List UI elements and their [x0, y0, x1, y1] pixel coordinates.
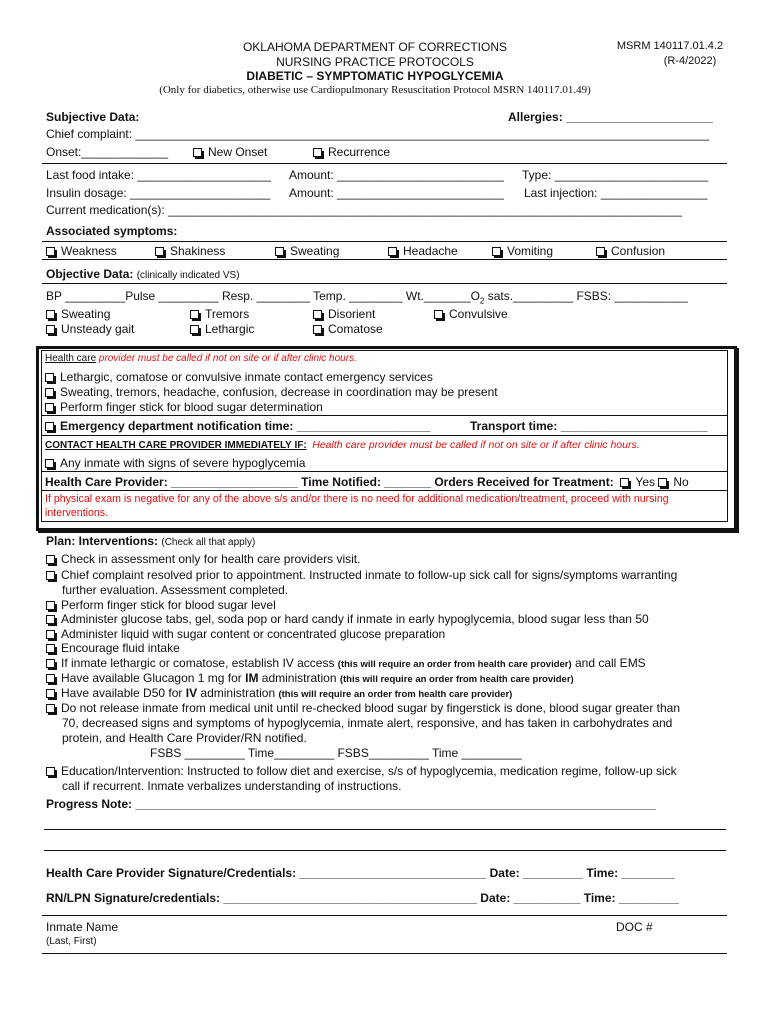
ed-notification-field[interactable] — [45, 419, 430, 433]
symptom-headache[interactable] — [388, 244, 458, 258]
plan-label: Have available D50 for — [61, 686, 186, 700]
plan-heading-row — [46, 534, 255, 548]
org-name: OKLAHOMA DEPARTMENT OF CORRECTIONS — [242, 40, 508, 54]
usage-note: (Only for diabetics, otherwise use Cardiopulmonary Resuscitation Protocol MSRN 140117.01.49) — [159, 84, 591, 96]
plan-note: (this will require an order from health care provider) — [339, 674, 574, 685]
symptom-label: Sweating — [290, 244, 340, 258]
checkbox-icon — [313, 148, 322, 157]
severe-hypoglycemia-checkbox[interactable] — [45, 456, 305, 470]
o2-subscript: 2 — [479, 296, 485, 306]
warning-line-1: If physical exam is negative for any of the above s/s and/or there is no need for additional medication/treatment, proceed with nursing — [45, 493, 669, 505]
checkbox-icon — [193, 148, 202, 157]
divider — [42, 435, 727, 436]
hc-item-3[interactable] — [45, 400, 323, 414]
sign-label: Comatose — [328, 322, 383, 336]
hcp-notification-row[interactable] — [45, 475, 689, 489]
footer-bottom-line — [42, 953, 727, 954]
amount-field-2[interactable]: Amount: _________________________ — [289, 186, 504, 200]
checkbox-icon — [45, 459, 54, 468]
hc-item-1[interactable] — [45, 370, 433, 384]
plan-item-3[interactable] — [46, 598, 276, 612]
objective-heading-row — [46, 267, 240, 281]
footer-top-line — [42, 915, 727, 916]
divider — [42, 283, 727, 284]
sign-label: Lethargic — [205, 322, 255, 336]
sign-comatose[interactable] — [313, 322, 383, 336]
plan-label: Education/Intervention: Instructed to follow diet and exercise, s/s of hypoglycemia, medication regime, follow-up sick — [61, 764, 677, 778]
symptom-sweating[interactable] — [275, 244, 339, 258]
severe-label: Any inmate with signs of severe hypoglycemia — [60, 456, 306, 470]
plan-route: IM — [245, 671, 259, 685]
symptom-vomiting[interactable] — [492, 244, 553, 258]
divider — [42, 415, 727, 416]
checkbox-icon — [275, 247, 284, 256]
last-injection-field[interactable]: Last injection: ________________ — [524, 186, 708, 200]
symptom-label: Weakness — [61, 244, 117, 258]
new-onset-label: New Onset — [208, 145, 268, 159]
hc-item-2[interactable] — [45, 385, 498, 399]
checkbox-icon — [45, 388, 54, 397]
checkbox-icon — [45, 373, 54, 382]
fsbs-recheck-fields[interactable]: FSBS _________ Time_________ FSBS_________ Time _________ — [150, 746, 522, 760]
checkbox-icon — [190, 310, 199, 319]
plan-route: IV — [185, 686, 198, 700]
checkbox-icon — [46, 555, 55, 564]
sign-sweating[interactable] — [46, 307, 110, 321]
checkbox-icon — [46, 310, 55, 319]
last-first-label: (Last, First) — [46, 936, 97, 947]
plan-item-9[interactable] — [46, 686, 512, 700]
progress-line-2[interactable] — [44, 850, 726, 851]
plan-note: (this will require an order from health care provider) — [278, 689, 513, 700]
sign-label: Tremors — [205, 307, 250, 321]
chief-complaint-field[interactable]: Chief complaint: ______________________________________________________________________________________ — [46, 127, 710, 141]
progress-line-1[interactable] — [44, 829, 726, 830]
hcp-signature-field[interactable]: Health Care Provider Signature/Credentials: ____________________________ Date: _________ Time: ________ — [46, 866, 675, 880]
hc-item-label: Perform finger stick for blood sugar determination — [60, 400, 323, 414]
sign-label: Unsteady gait — [61, 322, 135, 336]
plan-item-8[interactable] — [46, 671, 574, 685]
inmate-name-label: Inmate Name — [46, 920, 119, 934]
plan-label: Have available Glucagon 1 mg for — [61, 671, 246, 685]
rn-signature-field[interactable]: RN/LPN Signature/credentials: ______________________________________ Date: __________ Time: _________ — [46, 891, 679, 905]
vitals-text-rest: sats._________ FSBS: ___________ — [484, 289, 688, 303]
checkbox-icon — [46, 615, 55, 624]
sign-disorient[interactable] — [313, 307, 375, 321]
checkbox-icon — [155, 247, 164, 256]
revision-date: (R-4/2022) — [663, 55, 717, 67]
checkbox-icon — [620, 478, 629, 487]
sign-convulsive[interactable] — [434, 307, 508, 321]
associated-symptoms-heading: Associated symptoms: — [46, 224, 178, 238]
plan-item-10-cont-2: protein, and Health Care Provider/RN notified. — [62, 731, 307, 745]
plan-label: If inmate lethargic or comatose, establish IV access — [61, 656, 338, 670]
plan-item-4[interactable] — [46, 612, 649, 626]
checkbox-icon — [313, 325, 322, 334]
recurrence-checkbox[interactable] — [313, 145, 390, 159]
plan-item-1[interactable] — [46, 552, 360, 566]
checkbox-icon — [492, 247, 501, 256]
checkbox-icon — [46, 674, 55, 683]
symptom-shakiness[interactable] — [155, 244, 225, 258]
vitals-row[interactable] — [46, 289, 688, 305]
divider — [42, 471, 727, 472]
plan-label-mid: administration — [258, 671, 340, 685]
no-label: No — [673, 475, 689, 489]
symptom-label: Confusion — [611, 244, 666, 258]
recurrence-label: Recurrence — [328, 145, 391, 159]
objective-heading: Objective Data: — [46, 267, 134, 281]
checkbox-icon — [46, 325, 55, 334]
vitals-text: BP _________Pulse _________ Resp. ________ Temp. ________ Wt._______O — [46, 289, 480, 303]
checkbox-icon — [46, 644, 55, 653]
hc-intro — [45, 353, 357, 364]
plan-sub: (Check all that apply) — [161, 537, 256, 548]
plan-item-7[interactable] — [46, 656, 646, 670]
sign-unsteady-gait[interactable] — [46, 322, 134, 336]
plan-label: Encourage fluid intake — [61, 641, 180, 655]
dept-name: NURSING PRACTICE PROTOCOLS — [276, 55, 474, 69]
divider — [42, 241, 727, 242]
hc-item-label: Lethargic, comatose or convulsive inmate contact emergency services — [60, 370, 433, 384]
symptom-label: Shakiness — [170, 244, 226, 258]
last-food-field[interactable]: Last food intake: ____________________ — [46, 168, 271, 182]
checkbox-icon — [313, 310, 322, 319]
plan-heading: Plan: Interventions: — [46, 534, 159, 548]
sign-lethargic[interactable] — [190, 322, 254, 336]
plan-item-10[interactable] — [46, 701, 680, 715]
checkbox-icon — [45, 422, 54, 431]
current-medication-field[interactable]: Current medication(s): _____________________________________________________________________________ — [46, 203, 682, 217]
plan-item-2-cont: further evaluation. Assessment completed. — [62, 583, 289, 597]
allergies-field[interactable]: Allergies: ______________________ — [508, 110, 713, 124]
checkbox-icon — [388, 247, 397, 256]
checkbox-icon — [46, 689, 55, 698]
ed-notification-label: Emergency department notification time: ____________________ — [60, 419, 431, 433]
contact-row — [45, 439, 640, 451]
plan-label-mid: administration — [197, 686, 279, 700]
plan-label: Chief complaint resolved prior to appointment. Instructed inmate to follow-up sick call for signs/symptoms warranting — [61, 568, 678, 582]
contact-note: Health care provider must be called if not on site or if after clinic hours. — [312, 439, 640, 451]
checkbox-icon — [46, 571, 55, 580]
hc-intro-rest: provider must be called if not on site or if after clinic hours. — [96, 353, 357, 364]
plan-label-end: and call EMS — [571, 656, 646, 670]
insulin-dosage-field[interactable]: Insulin dosage: _____________________ — [46, 186, 271, 200]
checkbox-icon — [45, 403, 54, 412]
plan-item-10-cont-1: 70, decreased signs and symptoms of hypoglycemia, inmate alert, responsive, and has taken in carbohydrates and — [62, 716, 673, 730]
sign-label: Disorient — [328, 307, 376, 321]
plan-item-11-cont: call if recurrent. Inmate verbalizes understanding of instructions. — [62, 779, 402, 793]
checkbox-icon — [658, 478, 667, 487]
symptom-weakness[interactable] — [46, 244, 117, 258]
progress-note-field[interactable]: Progress Note: ______________________________________________________________________________ — [46, 797, 656, 811]
plan-label: Perform finger stick for blood sugar level — [61, 598, 276, 612]
checkbox-icon — [190, 325, 199, 334]
form-title: DIABETIC – SYMPTOMATIC HYPOGLYCEMIA — [246, 69, 504, 83]
symptom-label: Headache — [403, 244, 458, 258]
doc-number-label: DOC # — [616, 920, 653, 934]
symptom-label: Vomiting — [507, 244, 554, 258]
subjective-heading: Subjective Data: — [46, 110, 140, 124]
divider — [42, 163, 727, 164]
plan-label: Do not release inmate from medical unit until re-checked blood sugar by fingerstick is done, blood sugar greater than — [61, 701, 681, 715]
plan-label: Check in assessment only for health care providers visit. — [61, 552, 361, 566]
new-onset-checkbox[interactable] — [193, 145, 267, 159]
plan-label: Administer glucose tabs, gel, soda pop or hard candy if inmate in early hypoglycemia, blood sugar less than 50 — [61, 612, 649, 626]
sign-label: Sweating — [61, 307, 111, 321]
symptom-confusion[interactable] — [596, 244, 665, 258]
hc-item-label: Sweating, tremors, headache, confusion, decrease in coordination may be present — [60, 385, 498, 399]
hcp-notification-label: Health Care Provider: ___________________ Time Notified: _______ Orders Received for Treatment: — [45, 475, 614, 489]
objective-sub: (clinically indicated VS) — [136, 270, 240, 281]
plan-item-5[interactable] — [46, 627, 445, 641]
divider — [42, 259, 727, 260]
checkbox-icon — [46, 767, 55, 776]
checkbox-icon — [46, 630, 55, 639]
onset-field[interactable]: Onset:_____________ — [46, 145, 169, 159]
form-number: MSRM 140117.01.4.2 — [616, 40, 724, 52]
plan-item-2[interactable] — [46, 568, 677, 582]
amount-field-1[interactable]: Amount: _________________________ — [289, 168, 504, 182]
plan-label: Administer liquid with sugar content or concentrated glucose preparation — [61, 627, 446, 641]
plan-note: (this will require an order from health care provider) — [337, 659, 572, 670]
sign-label: Convulsive — [449, 307, 508, 321]
warning-line-2: interventions. — [45, 507, 109, 519]
checkbox-icon — [46, 704, 55, 713]
plan-item-11[interactable] — [46, 764, 677, 778]
checkbox-icon — [596, 247, 605, 256]
checkbox-icon — [46, 601, 55, 610]
hc-intro-underlined: Health care — [45, 353, 97, 364]
divider — [42, 490, 727, 491]
type-field[interactable]: Type: _______________________ — [522, 168, 709, 182]
transport-time-field[interactable]: Transport time: ______________________ — [470, 419, 708, 433]
checkbox-icon — [46, 247, 55, 256]
checkbox-icon — [46, 659, 55, 668]
yes-label: Yes — [635, 475, 655, 489]
plan-item-6[interactable] — [46, 641, 180, 655]
sign-tremors[interactable] — [190, 307, 249, 321]
checkbox-icon — [434, 310, 443, 319]
contact-label: CONTACT HEALTH CARE PROVIDER IMMEDIATELY IF: — [45, 440, 307, 451]
